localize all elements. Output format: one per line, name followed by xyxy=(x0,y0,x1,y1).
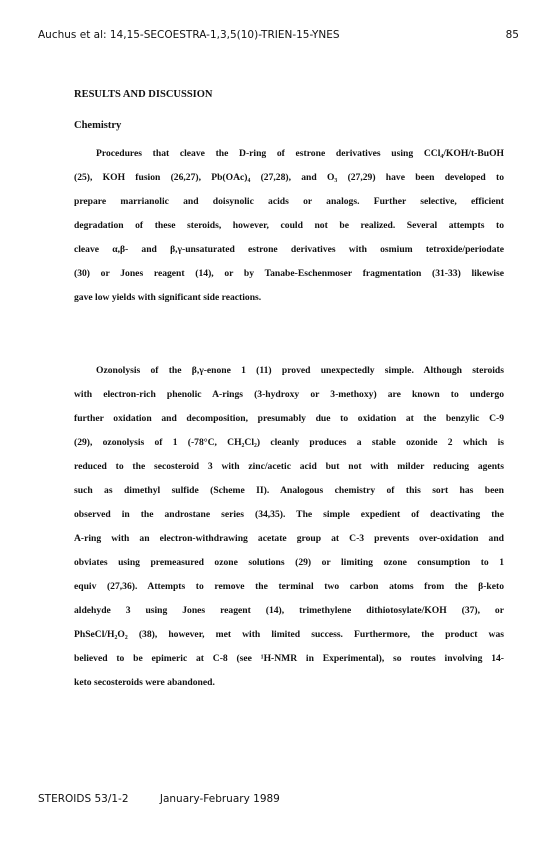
text-line: degradation of these steroids, however, could not be realized. Several attempts to xyxy=(74,220,504,231)
text-line: equiv (27,36). Attempts to remove the terminal two carbon atoms from the β-keto xyxy=(74,581,504,592)
text-line: Ozonolysis of the β,γ-enone 1 (11) proved unexpectedly simple. Although steroids xyxy=(96,365,504,376)
text-line: PhSeCl/H₂O₂ (38), however, met with limited success. Furthermore, the product was xyxy=(74,629,504,640)
text-line: prepare marrianolic and doisynolic acids or analogs. Further selective, efficient xyxy=(74,196,504,207)
text-line: (29), ozonolysis of 1 (-78°C, CH₂Cl₂) cleanly produces a stable ozonide 2 which is xyxy=(74,437,504,448)
text-line: observed in the androstane series (34,35). The simple expedient of deactivating the xyxy=(74,509,504,520)
text-line: with electron-rich phenolic A-rings (3-hydroxy or 3-methoxy) are known to undergo xyxy=(74,389,504,400)
section-heading: RESULTS AND DISCUSSION xyxy=(74,89,213,100)
text-line: reduced to the secosteroid 3 with zinc/acetic acid but not with milder reducing agents xyxy=(74,461,504,472)
text-line: gave low yields with significant side reactions. xyxy=(74,292,262,303)
text-line: believed to be epimeric at C-8 (see ¹H-NMR in Experimental), so routes involving 14- xyxy=(74,653,504,664)
text-line: aldehyde 3 using Jones reagent (14), trimethylene dithiotosylate/KOH (37), or xyxy=(74,605,504,616)
issue-date: January-February 1989 xyxy=(159,793,280,805)
page-footer xyxy=(38,793,280,805)
text-line: Procedures that cleave the D-ring of estrone derivatives using CCl₄/KOH/t-BuOH xyxy=(96,148,504,159)
paragraph-chemistry-procedures xyxy=(74,142,504,310)
text-line: (25), KOH fusion (26,27), Pb(OAc)₄ (27,28), and O₃ (27,29) have been developed to xyxy=(74,172,504,183)
text-line: further oxidation and decomposition, presumably due to oxidation at the benzylic C-9 xyxy=(74,413,504,424)
journal-citation: STEROIDS 53/1-2 xyxy=(38,793,129,805)
text-line: keto secosteroids were abandoned. xyxy=(74,677,215,688)
text-line: such as dimethyl sulfide (Scheme II). Analogous chemistry of this sort has been xyxy=(74,485,504,496)
text-line: obviates using premeasured ozone solutions (29) or limiting ozone consumption to 1 xyxy=(74,557,504,568)
text-line: A-ring with an electron-withdrawing acetate group at C-3 prevents over-oxidation and xyxy=(74,533,504,544)
paragraph-ozonolysis xyxy=(74,359,504,695)
subsection-heading: Chemistry xyxy=(74,120,122,131)
running-title: Auchus et al: 14,15-SECOESTRA-1,3,5(10)-TRIEN-15-YNES xyxy=(38,29,340,41)
page-number: 85 xyxy=(505,29,519,41)
text-line: cleave α,β- and β,γ-unsaturated estrone derivatives with osmium tetroxide/periodate xyxy=(74,244,504,255)
text-line: (30) or Jones reagent (14), or by Tanabe-Eschenmoser fragmentation (31-33) likewise xyxy=(74,268,504,279)
